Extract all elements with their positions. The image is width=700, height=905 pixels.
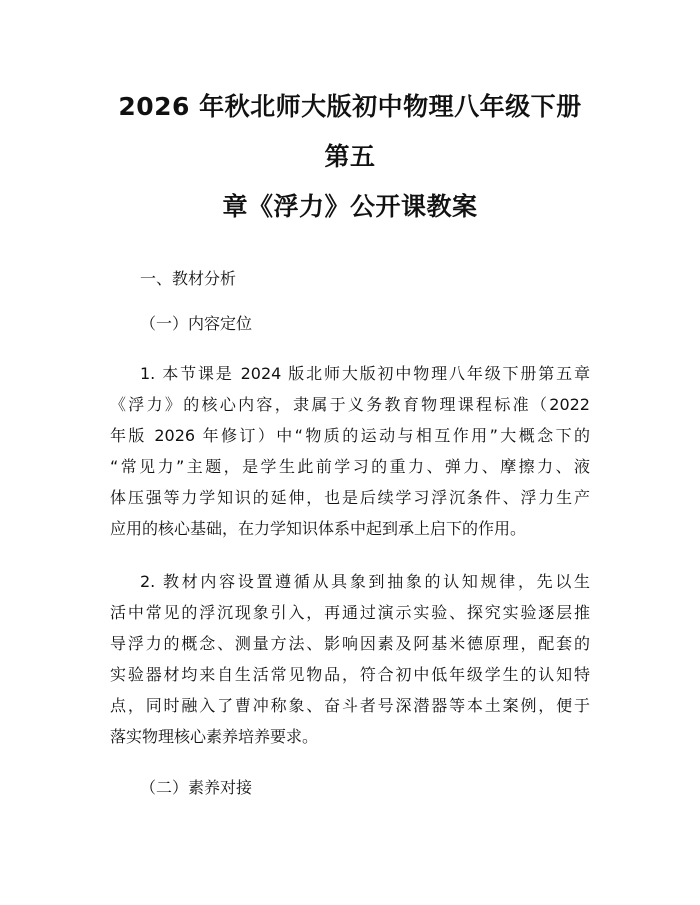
- document-title: [110, 82, 590, 232]
- paragraph-2-line: 活中常见的浮沉现象引入，再通过演示实验、探究实验逐层推: [110, 603, 590, 622]
- title-line-2: 章《浮力》公开课教案: [222, 192, 478, 221]
- paragraph-2-line: 2. 教材内容设置遵循从具象到抽象的认知规律，先以生: [140, 572, 590, 591]
- paragraph-1-line: 体压强等力学知识的延伸，也是后续学习浮沉条件、浮力生产: [110, 488, 590, 507]
- paragraph-1-line: 应用的核心基础，在力学知识体系中起到承上启下的作用。: [110, 519, 527, 538]
- paragraph-1-line: 1. 本节课是 2024 版北师大版初中物理八年级下册第五章: [140, 364, 590, 383]
- paragraph-1-line: 《浮力》的核心内容，隶属于义务教育物理课程标准（2022: [110, 395, 590, 414]
- paragraph-2-line: 点，同时融入了曹冲称象、奋斗者号深潜器等本土案例，便于: [110, 696, 590, 715]
- paragraph-1-line: “常见力”主题，是学生此前学习的重力、弹力、摩擦力、液: [110, 457, 590, 476]
- paragraph-2-line: 导浮力的概念、测量方法、影响因素及阿基米德原理，配套的: [110, 634, 590, 653]
- paragraph-2-line: 实验器材均来自生活常见物品，符合初中低年级学生的认知特: [110, 665, 590, 684]
- subsection-heading-content-positioning: （一）内容定位: [140, 314, 253, 333]
- subsection-heading-literacy-alignment: （二）素养对接: [140, 778, 253, 797]
- section-heading-textbook-analysis: 一、教材分析: [140, 269, 237, 288]
- paragraph-1: [110, 358, 590, 544]
- title-line-1: 2026 年秋北师大版初中物理八年级下册第五: [118, 92, 582, 171]
- paragraph-1-line: 年版 2026 年修订）中“物质的运动与相互作用”大概念下的: [110, 426, 590, 445]
- paragraph-2-line: 落实物理核心素养培养要求。: [110, 727, 319, 746]
- paragraph-2: [110, 566, 590, 752]
